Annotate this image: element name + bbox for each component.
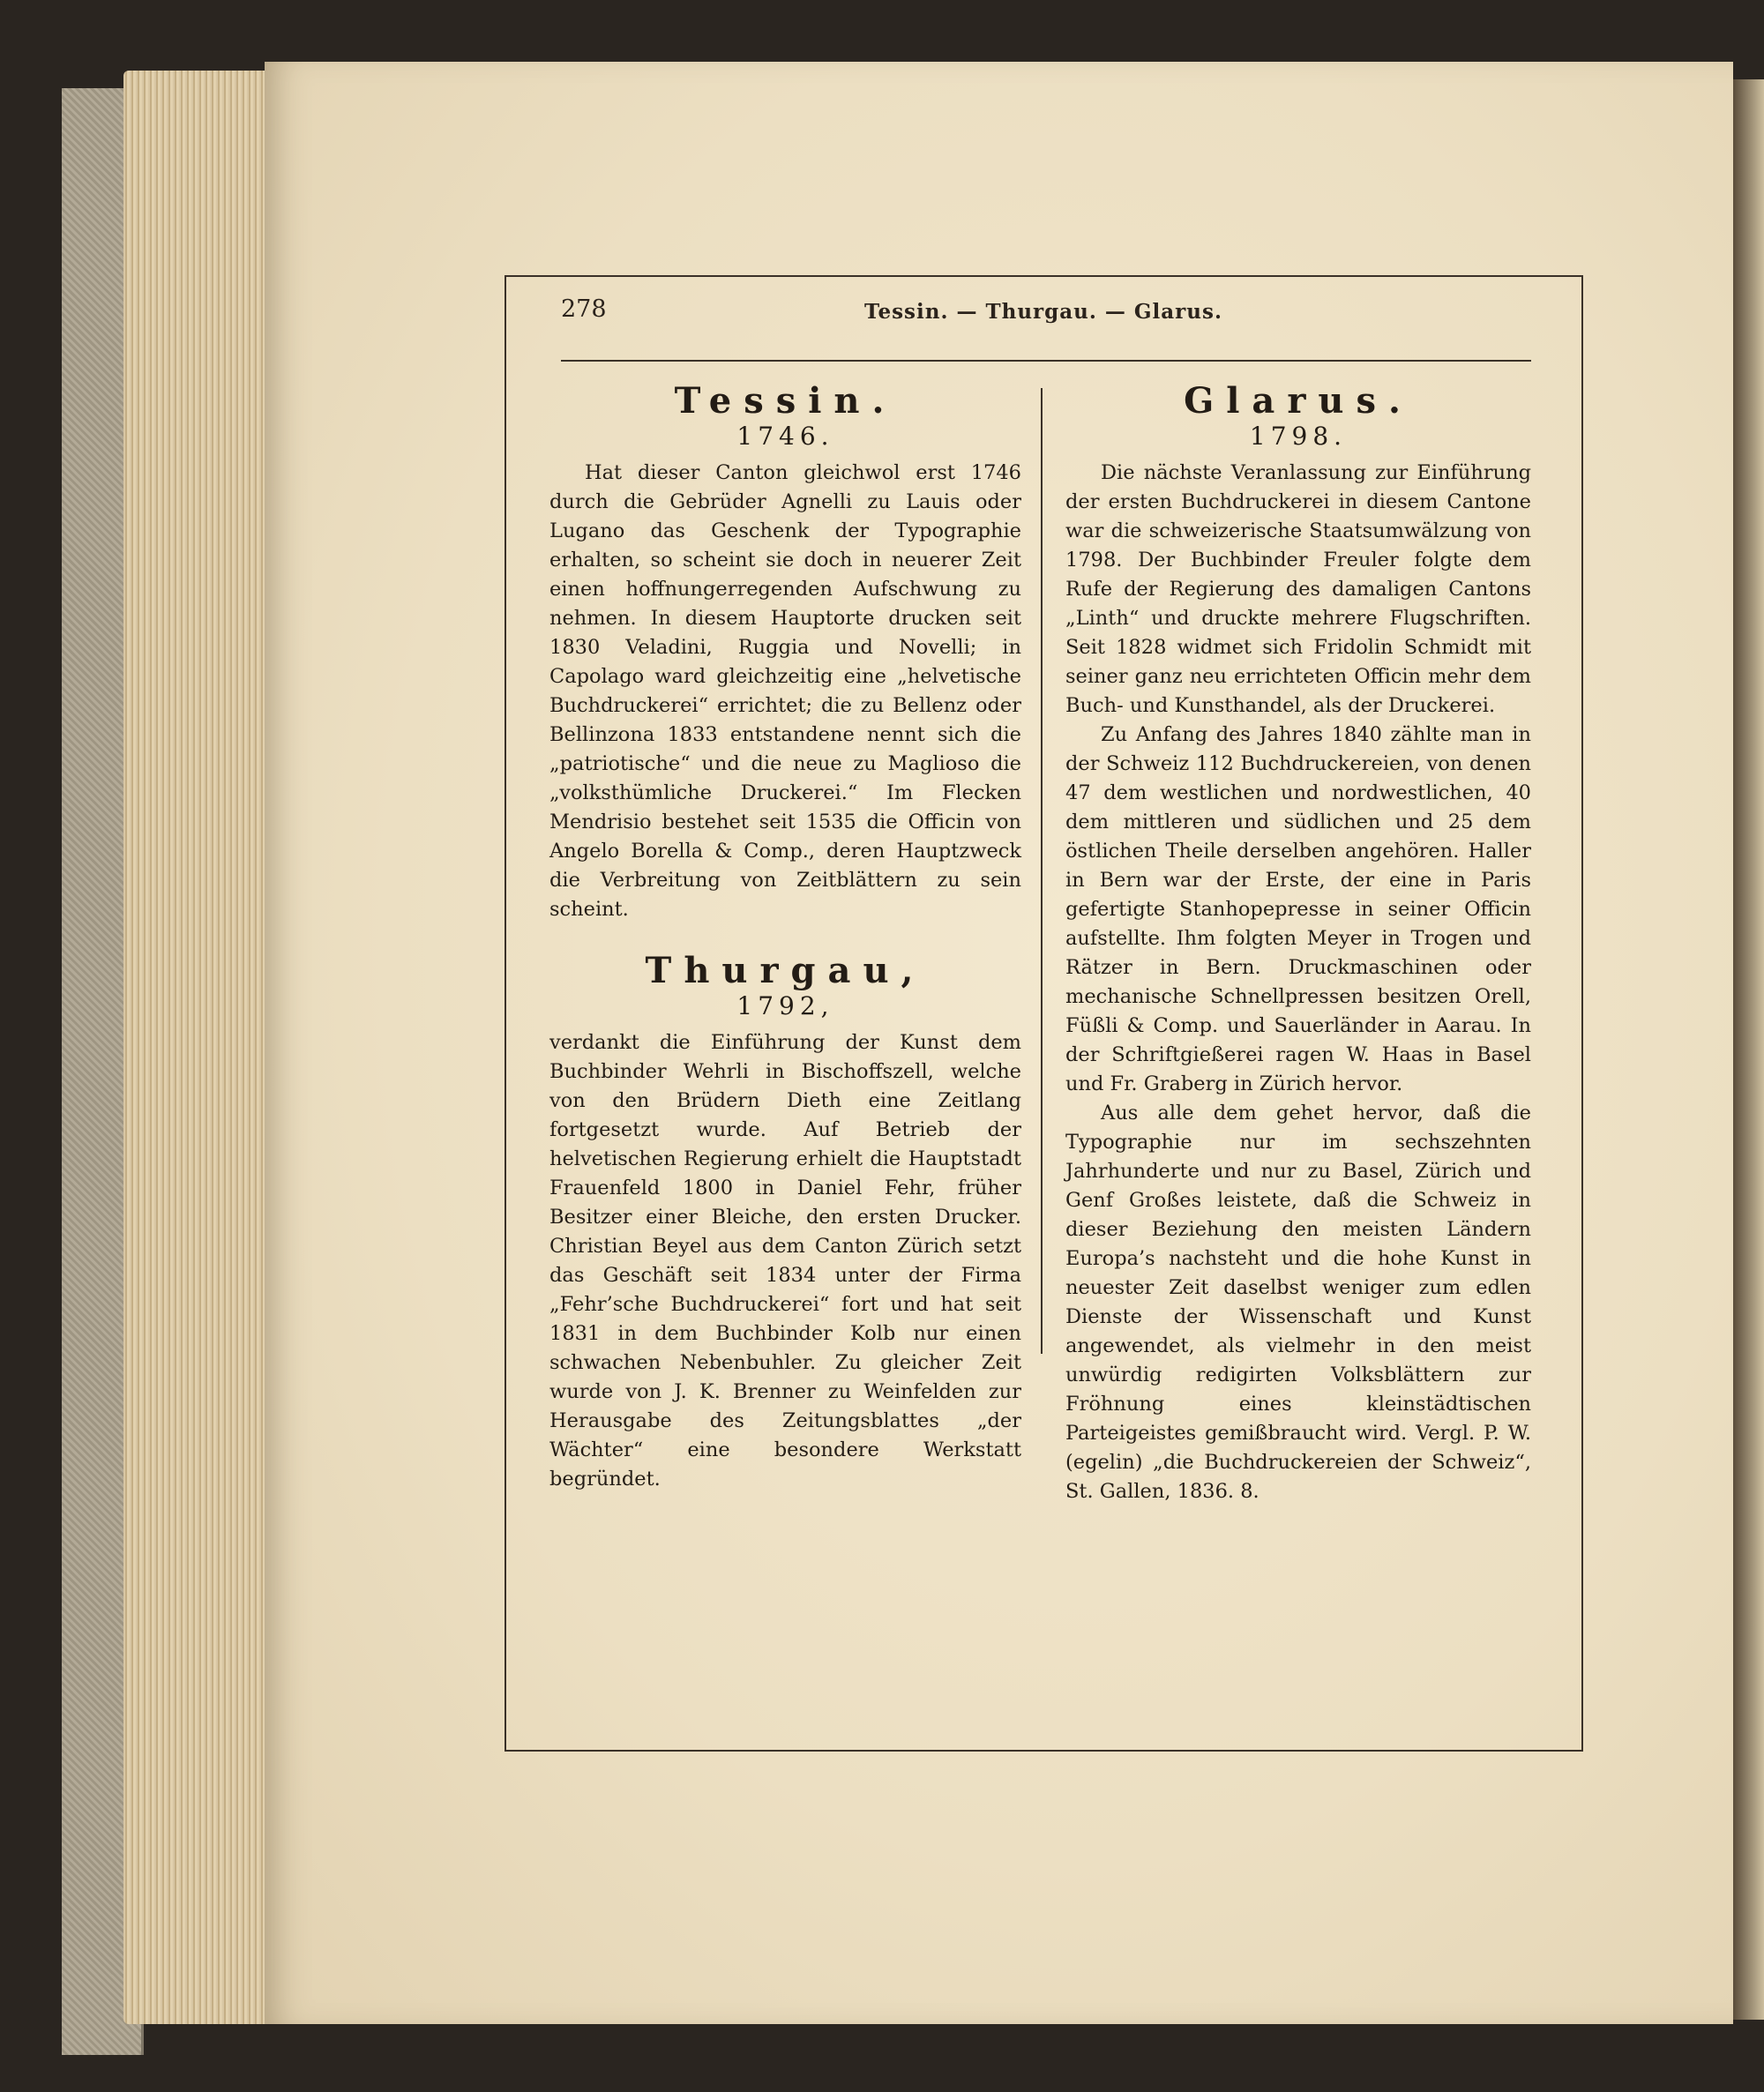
- section-heading-glarus: Glarus.: [1184, 380, 1413, 422]
- section-thurgau: [549, 951, 1021, 1494]
- header-rule: [561, 360, 1531, 362]
- paragraph-glarus-2: Zu Anfang des Jahres 1840 zählte man in der Schweiz 112 Buchdruckereien, von denen 47 dem westlichen und nordwestlichen, 40 dem mittleren und südlichen und 25 dem östlichen Theile derselben angehören. Haller in Bern war der Erste, der eine in Paris gefertigte Stanhopepresse in seiner Officin aufstellte. Ihm folgten Meyer in Trogen und Rätzer in Bern. Druckmaschinen oder mechanische Schnellpressen besitzen Orell, Füßli & Comp. und Sauerländer in Aarau. In der Schriftgießerei ragen W. Haas in Basel und Fr. Graberg in Zürich hervor.: [1065, 723, 1531, 1095]
- facing-page-edge: [1733, 79, 1764, 2020]
- right-column: [1065, 381, 1531, 1506]
- section-heading-thurgau: Thurgau,: [645, 950, 926, 991]
- paragraph-glarus-1: Die nächste Veranlassung zur Einführung der ersten Buchdruckerei in diesem Cantone war die schweizerische Staatsumwälzung von 1798. Der Buchbinder Freuler folgte dem Rufe der Regierung des damaligen Cantons „Linth“ und druckte mehrere Flugschriften. Seit 1828 widmet sich Fridolin Schmidt mit seiner ganz neu errichteten Officin mehr dem Buch- und Kunsthandel, als der Druckerei.: [1065, 461, 1531, 717]
- paragraph-tessin: Hat dieser Canton gleichwol erst 1746 durch die Gebrüder Agnelli zu Lauis oder Lugano das Geschenk der Typographie erhalten, so scheint sie doch in neuerer Zeit einen hoffnungerregenden Aufschwung zu nehmen. In diesem Hauptorte drucken seit 1830 Veladini, Ruggia und Novelli; in Capolago ward gleichzeitig eine „helvetische Buchdruckerei“ errichtet; die zu Bellenz oder Bellinzona 1833 entstandene nennt sich die „patriotische“ und die neue zu Maglioso die „volksthümliche Druckerei.“ Im Flecken Mendrisio bestehet seit 1535 die Officin von Angelo Borella & Comp., deren Hauptzweck die Verbreitung von Zeitblättern zu sein scheint.: [549, 461, 1021, 921]
- running-head: Tessin. — Thurgau. — Glarus.: [864, 300, 1222, 324]
- section-heading-tessin: Tessin.: [674, 380, 897, 422]
- section-year-glarus: 1798.: [1249, 422, 1348, 451]
- paragraph-glarus-3: Aus alle dem gehet hervor, daß die Typographie nur im sechszehnten Jahrhunderte und nur zu Basel, Zürich und Genf Großes leistete, daß die Schweiz in dieser Beziehung den meisten Ländern Europa’s nachsteht und die hohe Kunst in neuester Zeit daselbst weniger zum edlen Dienste der Wissenschaft und Kunst angewendet, als vielmehr in den meist unwürdig redigirten Volksblättern zur Fröhnung eines kleinstädtischen Parteigeistes gemißbraucht wird. Vergl. P. W. (egelin) „die Buchdruckereien der Schweiz“, St. Gallen, 1836. 8.: [1065, 1102, 1531, 1503]
- column-divider: [1041, 388, 1043, 1354]
- section-year-thurgau: 1792,: [736, 991, 834, 1020]
- page-edges: [123, 71, 282, 2024]
- paragraph-thurgau: verdankt die Einführung der Kunst dem Buchbinder Wehrli in Bischoffszell, welche von den Brüdern Dieth eine Zeitlang fortgesetzt wurde. Auf Betrieb der helvetischen Regierung erhielt die Hauptstadt Frauenfeld 1800 in Daniel Fehr, früher Besitzer einer Bleiche, den ersten Drucker. Christian Beyel aus dem Canton Zürich setzt das Geschäft seit 1834 unter der Firma „Fehr’sche Buchdruckerei“ fort und hat seit 1831 in dem Buchbinder Kolb nur einen schwachen Nebenbuhler. Zu gleicher Zeit wurde von J. K. Brenner zu Weinfelden zur Herausgabe des Zeitungsblattes „der Wächter“ eine besondere Werkstatt begründet.: [549, 1031, 1021, 1491]
- left-column: [549, 381, 1021, 1494]
- page-number: 278: [561, 295, 607, 323]
- section-year-tessin: 1746.: [736, 422, 834, 451]
